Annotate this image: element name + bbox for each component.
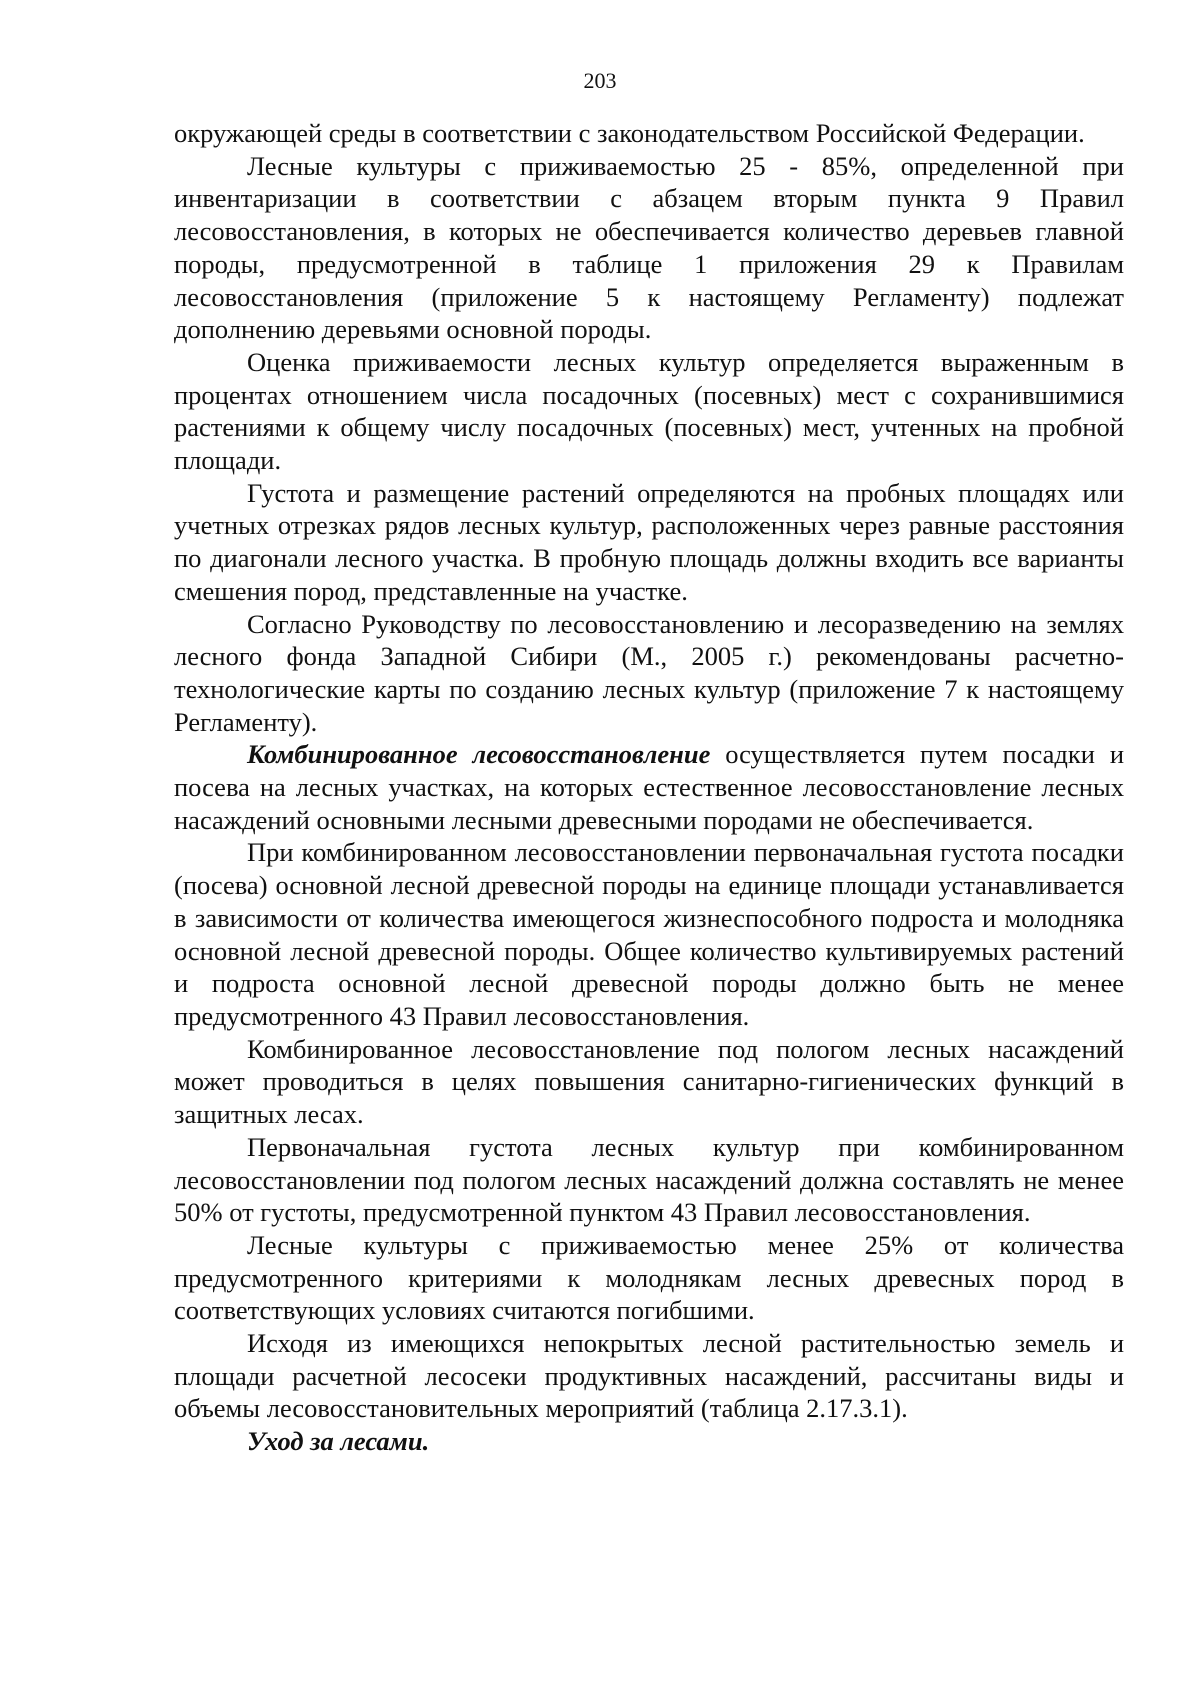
paragraph-survival-assessment: Оценка приживаемости лесных культур определяется выраженным в процентах отношением числа посадочных (посевных) мест с сохранившимися растениями к общему числу посадочных (посевных) мест, учтенных на пробной площади. [174,346,1124,476]
paragraph-combined-restoration [174,738,1124,836]
paragraph-canopy-density: Первоначальная густота лесных культур при комбинированном лесовосстановлении под пологом лесных насаждений должна составлять не менее 50% от густоты, предусмотренной пунктом 43 Правил лесовосстановления. [174,1131,1124,1228]
paragraph-under-canopy: Комбинированное лесовосстановление под пологом лесных насаждений может проводиться в целях повышения санитарно-гигиенических функций в защитных лесах. [174,1033,1124,1130]
document-body [174,117,1124,1458]
page-number: 203 [583,68,617,93]
paragraph-density-placement: Густота и размещение растений определяются на пробных площадях или учетных отрезках рядов лесных культур, расположенных через равные расстояния по диагонали лесного участка. В пробную площадь должны входить все варианты смешения пород, представленные на участке. [174,477,1124,606]
paragraph-continuation: окружающей среды в соответствии с законодательством Российской Федерации. [174,118,1085,148]
paragraph-dead-cultures: Лесные культуры с приживаемостью менее 25% от количества предусмотренного критериями к молоднякам лесных древесных пород в соответствующих условиях считаются погибшими. [174,1229,1124,1326]
section-heading: Уход за лесами. [247,1426,430,1457]
paragraph-volumes: Исходя из имеющихся непокрытых лесной растительностью земель и площади расчетной лесосеки продуктивных насаждений, рассчитаны виды и объемы лесовосстановительных мероприятий (таблица 2.17.3.1). [174,1328,1124,1424]
paragraph-guidance-reference: Согласно Руководству по лесовосстановлению и лесоразведению на землях лесного фонда Западной Сибири (М., 2005 г.) рекомендованы расчетно-технологические карты по созданию лесных культур (приложение 7 к настоящему Регламенту). [174,608,1124,737]
paragraph-survival-rate: Лесные культуры с приживаемостью 25 - 85%, определенной при инвентаризации в соответствии с абзацем вторым пункта 9 Правил лесовосстановления, в которых не обеспечивается количество деревьев главной породы, предусмотренной в таблице 1 приложения 29 к Правилам лесовосстановления (приложение 5 к настоящему Регламенту) подлежат дополнению деревьями основной породы. [174,150,1124,345]
combined-restoration-term: Комбинированное лесовосстановление [247,739,711,770]
combined-restoration-text: осуществляется путем посадки и посева на лесных участках, на которых естественное лесовосстановление лесных насаждений основными лесными древесными породами не обеспечивается. [174,739,1124,835]
paragraph-initial-density: При комбинированном лесовосстановлении первоначальная густота посадки (посева) основной лесной древесной породы на единице площади устанавливается в зависимости от количества имеющегося жизнеспособного подроста и молодняка основной лесной древесной породы. Общее количество культивируемых растений и подроста основной лесной древесной породы должно быть не менее предусмотренного 43 Правил лесовосстановления. [174,837,1124,1031]
